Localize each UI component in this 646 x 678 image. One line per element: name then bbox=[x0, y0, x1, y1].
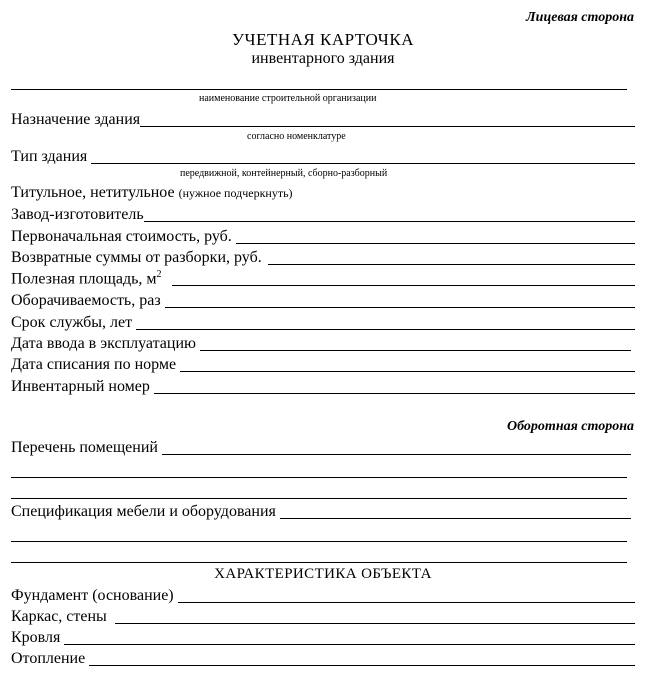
writeoff-date-label: Дата списания по норме bbox=[11, 356, 177, 373]
object-characteristics-title: ХАРАКТЕРИСТИКА ОБЪЕКТА bbox=[214, 566, 432, 582]
organization-caption: наименование строительной организации bbox=[199, 93, 377, 104]
inventory-number-label: Инвентарный номер bbox=[11, 378, 150, 395]
initial-cost-row bbox=[11, 226, 635, 246]
roof-field[interactable] bbox=[64, 643, 635, 645]
card-title: УЧЕТНАЯ КАРТОЧКА bbox=[232, 30, 414, 49]
initial-cost-field[interactable] bbox=[236, 242, 635, 244]
furniture-spec-line-2[interactable] bbox=[11, 541, 627, 542]
type-row bbox=[11, 146, 635, 166]
furniture-spec-field[interactable] bbox=[280, 517, 631, 519]
rooms-list-label: Перечень помещений bbox=[11, 439, 158, 456]
turnover-row bbox=[11, 290, 635, 310]
commission-date-row bbox=[11, 333, 631, 353]
heating-field[interactable] bbox=[89, 664, 635, 666]
manufacturer-label: Завод-изготовитель bbox=[11, 206, 144, 223]
foundation-field[interactable] bbox=[178, 601, 635, 603]
writeoff-date-row bbox=[11, 354, 635, 374]
title-status-note: (нужное подчеркнуть) bbox=[178, 186, 293, 200]
purpose-field[interactable] bbox=[140, 125, 635, 127]
title-status-label: Титульное, нетитульное (нужное подчеркнуть) bbox=[11, 184, 293, 201]
return-sums-field[interactable] bbox=[268, 263, 635, 265]
initial-cost-label: Первоначальная стоимость, руб. bbox=[11, 228, 232, 245]
rooms-list-field[interactable] bbox=[162, 453, 631, 455]
card-subtitle: инвентарного здания bbox=[251, 50, 395, 67]
roof-label: Кровля bbox=[11, 629, 61, 646]
furniture-spec-row bbox=[11, 501, 631, 521]
heating-row bbox=[11, 648, 635, 668]
front-side-label: Лицевая сторона bbox=[526, 10, 634, 25]
return-sums-label: Возвратные суммы от разборки, руб. bbox=[11, 249, 262, 266]
back-side-label: Оборотная сторона bbox=[507, 419, 634, 434]
useful-area-row bbox=[11, 268, 635, 288]
service-life-label: Срок службы, лет bbox=[11, 314, 133, 331]
nomenclature-caption: согласно номенклатуре bbox=[247, 131, 346, 142]
purpose-row bbox=[11, 109, 635, 129]
commission-date-label: Дата ввода в эксплуатацию bbox=[11, 335, 196, 352]
furniture-spec-label: Спецификация мебели и оборудования bbox=[11, 503, 276, 520]
frame-walls-field[interactable] bbox=[115, 622, 635, 624]
purpose-label: Назначение здания bbox=[11, 111, 141, 128]
types-caption: передвижной, контейнерный, сборно-разборный bbox=[180, 168, 388, 179]
writeoff-date-field[interactable] bbox=[180, 370, 635, 372]
roof-row bbox=[11, 627, 635, 647]
service-life-field[interactable] bbox=[136, 328, 635, 330]
frame-walls-row bbox=[11, 606, 635, 626]
inventory-number-field[interactable] bbox=[154, 392, 635, 394]
heating-label: Отопление bbox=[11, 650, 86, 667]
return-sums-row bbox=[11, 247, 635, 267]
type-label: Тип здания bbox=[11, 148, 88, 165]
type-field[interactable] bbox=[91, 162, 635, 164]
frame-walls-label: Каркас, стены bbox=[11, 608, 107, 625]
manufacturer-row bbox=[11, 204, 635, 224]
rooms-list-line-3[interactable] bbox=[11, 498, 627, 499]
foundation-label: Фундамент (основание) bbox=[11, 587, 174, 604]
turnover-field[interactable] bbox=[165, 306, 635, 308]
commission-date-field[interactable] bbox=[200, 349, 631, 351]
rooms-list-row bbox=[11, 437, 631, 457]
manufacturer-field[interactable] bbox=[144, 220, 635, 222]
turnover-label: Оборачиваемость, раз bbox=[11, 292, 161, 309]
useful-area-field[interactable] bbox=[172, 284, 636, 286]
organization-line[interactable] bbox=[11, 89, 627, 90]
title-status-row bbox=[11, 182, 635, 202]
furniture-spec-line-3[interactable] bbox=[11, 562, 627, 563]
foundation-row bbox=[11, 585, 635, 605]
useful-area-label: Полезная площадь, $м^2$ bbox=[11, 268, 162, 287]
service-life-row bbox=[11, 312, 635, 332]
square-sup: 2 bbox=[156, 268, 162, 280]
inventory-number-row bbox=[11, 376, 635, 396]
rooms-list-line-2[interactable] bbox=[11, 477, 627, 478]
